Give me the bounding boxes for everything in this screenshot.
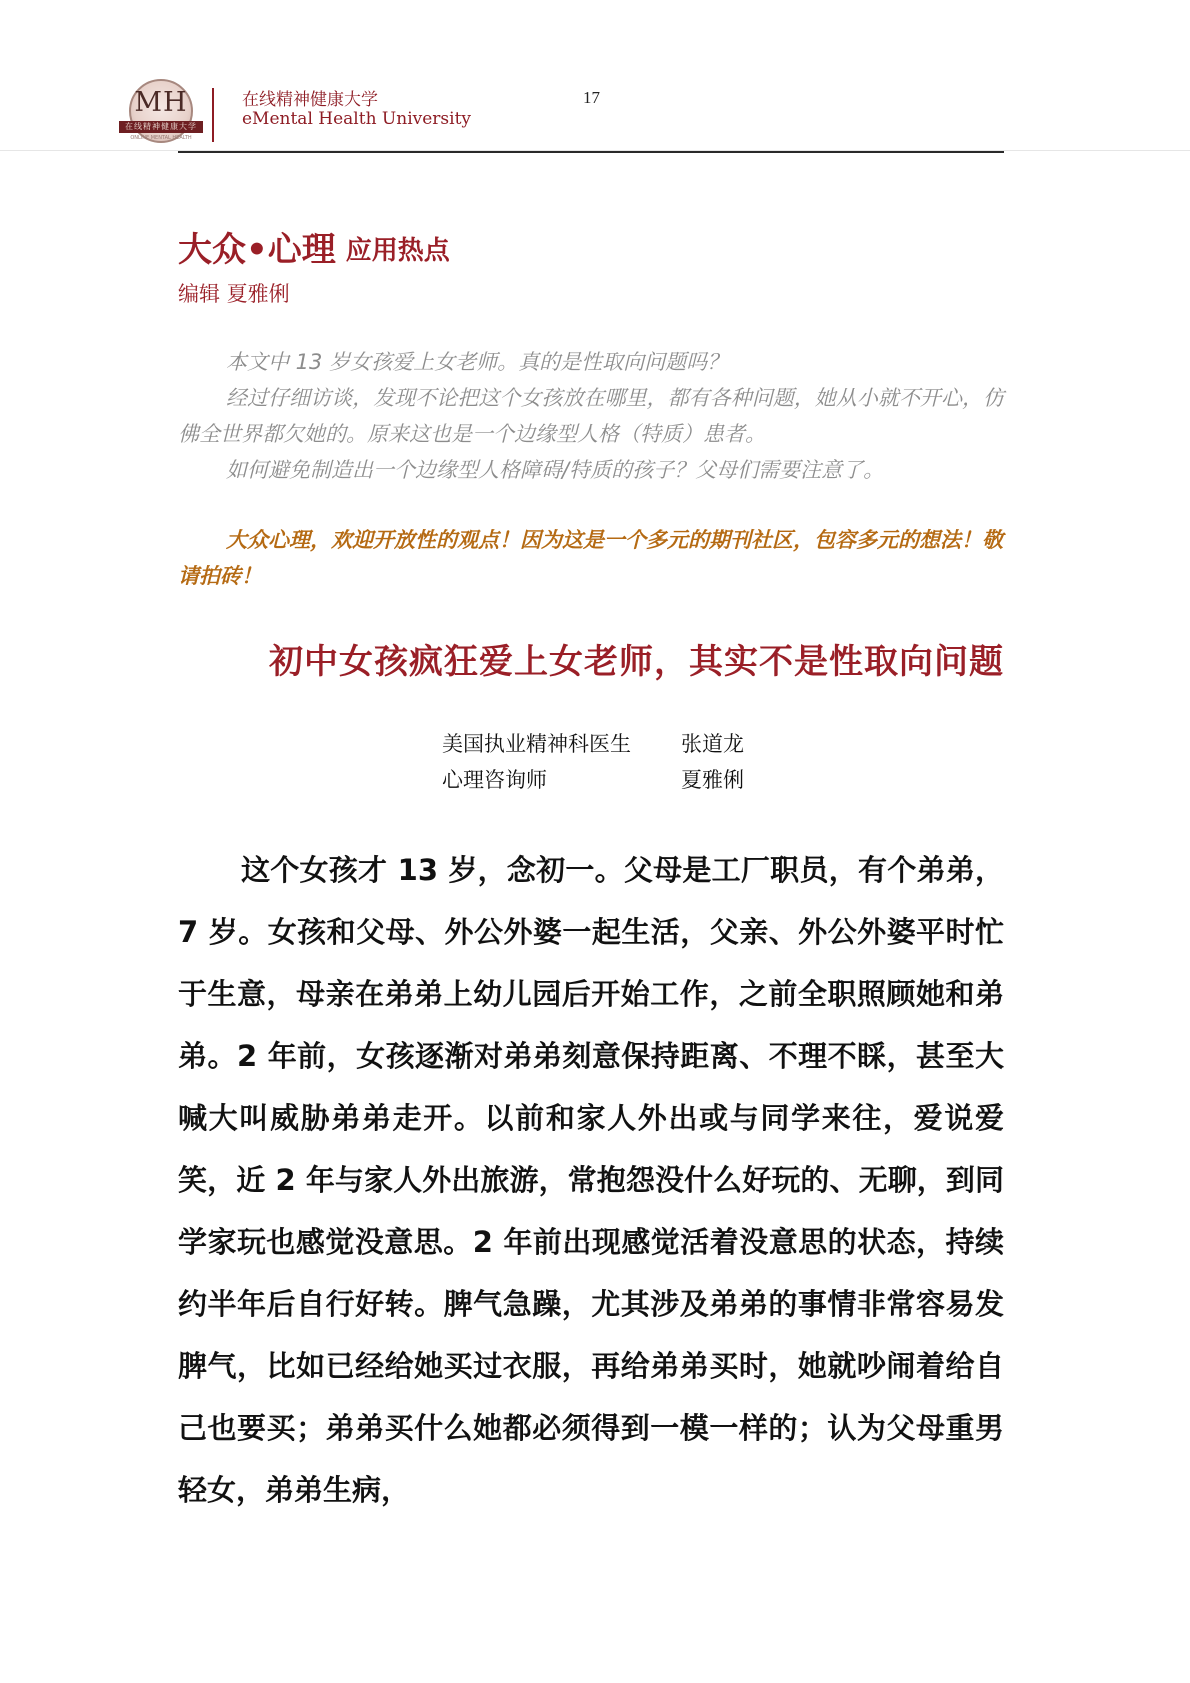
author-name: 张道龙 <box>681 732 744 756</box>
logo-ribbon: 在线精神健康大学 <box>119 121 203 133</box>
logo-subtext: ONLINE MENTAL HEALTH <box>130 135 192 141</box>
intro-paragraph: 经过仔细访谈，发现不论把这个女孩放在哪里，都有各种问题，她从小就不开心，仿佛全世界都欠她的。原来这也是一个边缘型人格（特质）患者。 <box>178 386 1004 446</box>
editor-callout: 大众心理，欢迎开放性的观点！因为这是一个多元的期刊社区，包容多元的想法！敬请拍砖！ <box>178 528 1003 588</box>
column-title <box>178 222 450 271</box>
university-name-en: eMental Health University <box>242 109 472 129</box>
header-rule <box>178 151 1004 153</box>
intro-paragraph: 本文中 13 岁女孩爱上女老师。真的是性取向问题吗？ <box>226 350 729 374</box>
intro-summary <box>178 344 1004 488</box>
author-role: 心理咨询师 <box>442 768 547 792</box>
author-list <box>442 726 744 798</box>
university-name-cn: 在线精神健康大学 <box>242 90 378 110</box>
intro-paragraph: 如何避免制造出一个边缘型人格障碍/特质的孩子？父母们需要注意了。 <box>226 458 885 482</box>
university-logo <box>117 79 205 151</box>
article-title: 初中女孩疯狂爱上女老师，其实不是性取向问题 <box>269 642 1004 682</box>
editor-credit: 编辑 夏雅俐 <box>178 282 290 306</box>
author-name: 夏雅俐 <box>681 768 744 792</box>
author-row <box>442 762 744 798</box>
page-number: 17 <box>583 88 600 107</box>
logo-mark: MH <box>134 87 188 118</box>
article-body: 这个女孩才 13 岁，念初一。父母是工厂职员，有个弟弟，7 岁。女孩和父母、外公外婆一起生活，父亲、外公外婆平时忙于生意，母亲在弟弟上幼儿园后开始工作，之前全职照顾她和弟弟。2 年前，女孩逐渐对弟弟刻意保持距离、不理不睬，甚至大喊大叫威胁弟弟走开。以前和家人外出或与同学来往，爱说爱笑，近 2 年与家人外出旅游，常抱怨没什么好玩的、无聊，到同学家玩也感觉没意思。2 年前出现感觉活着没意思的状态，持续约半年后自行好转。脾气急躁，尤其涉及弟弟的事情非常容易发脾气，比如已经给她买过衣服，再给弟弟买时，她就吵闹着给自己也要买；弟弟买什么她都必须得到一模一样的；认为父母重男轻女，弟弟生病， <box>178 853 1004 1507</box>
header-divider <box>212 88 214 142</box>
author-row <box>442 726 744 762</box>
author-role: 美国执业精神科医生 <box>442 732 631 756</box>
column-name: 大众•心理 <box>178 230 336 270</box>
column-subtitle: 应用热点 <box>345 236 450 266</box>
